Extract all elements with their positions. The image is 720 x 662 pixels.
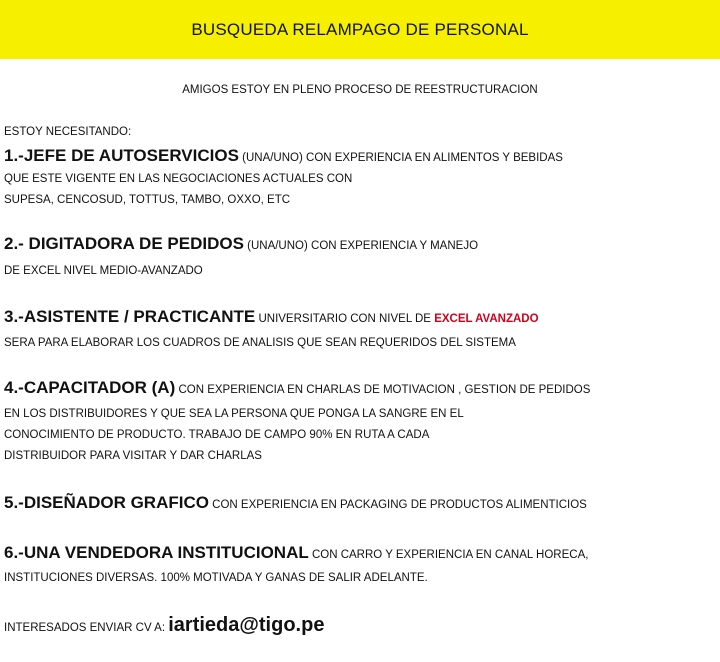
contact-line [4,614,324,637]
job-1-line-1: (UNA/UNO) CON EXPERIENCIA EN ALIMENTOS Y BEBIDAS [242,152,563,164]
job-3 [4,307,539,327]
job-1-heading: 1.-JEFE DE AUTOSERVICIOS [4,146,239,165]
job-3-heading: 3.-ASISTENTE / PRACTICANTE [4,307,256,326]
intro-text: AMIGOS ESTOY EN PLENO PROCESO DE REESTRUCTURACION [182,84,538,96]
job-5-line-1: CON EXPERIENCIA EN PACKAGING DE PRODUCTOS ALIMENTICIOS [212,499,587,511]
job-4-line-2: EN LOS DISTRIBUIDORES Y QUE SEA LA PERSONA QUE PONGA LA SANGRE EN EL [4,408,464,420]
job-1 [4,146,563,166]
contact-label: INTERESADOS ENVIAR CV A: [4,622,166,634]
job-6-heading: 6.-UNA VENDEDORA INSTITUCIONAL [4,543,309,562]
job-2-heading: 2.- DIGITADORA DE PEDIDOS [4,234,244,253]
job-2-line-2: DE EXCEL NIVEL MEDIO-AVANZADO [4,265,203,277]
job-4-line-4: DISTRIBUIDOR PARA VISITAR Y DAR CHARLAS [4,450,262,462]
job-4-line-1: CON EXPERIENCIA EN CHARLAS DE MOTIVACION , GESTION DE PEDIDOS [178,384,591,396]
job-5 [4,493,587,513]
job-3-line-2: SERA PARA ELABORAR LOS CUADROS DE ANALISIS QUE SEAN REQUERIDOS DEL SISTEMA [4,337,516,349]
needing-label: ESTOY NECESITANDO: [4,126,132,138]
title-banner [0,0,720,59]
job-3-line-1: UNIVERSITARIO CON NIVEL DE [258,313,431,325]
job-6-line-1: CON CARRO Y EXPERIENCIA EN CANAL HORECA, [311,549,589,561]
job-1-line-2: QUE ESTE VIGENTE EN LAS NEGOCIACIONES ACTUALES CON [4,173,353,185]
job-2 [4,234,478,254]
job-4 [4,378,590,398]
job-6 [4,543,588,563]
contact-email[interactable]: iartieda@tigo.pe [168,614,325,636]
job-6-line-2: INSTITUCIONES DIVERSAS. 100% MOTIVADA Y GANAS DE SALIR ADELANTE. [4,572,428,584]
job-5-heading: 5.-DISEÑADOR GRAFICO [4,493,209,512]
page-title: BUSQUEDA RELAMPAGO DE PERSONAL [191,19,529,39]
job-1-line-3: SUPESA, CENCOSUD, TOTTUS, TAMBO, OXXO, ETC [4,194,291,206]
excel-avanzado-highlight: EXCEL AVANZADO [434,313,539,325]
job-2-line-1: (UNA/UNO) CON EXPERIENCIA Y MANEJO [247,240,479,252]
job-4-heading: 4.-CAPACITADOR (A) [4,378,176,397]
job-4-line-3: CONOCIMIENTO DE PRODUCTO. TRABAJO DE CAMPO 90% EN RUTA A CADA [4,429,430,441]
